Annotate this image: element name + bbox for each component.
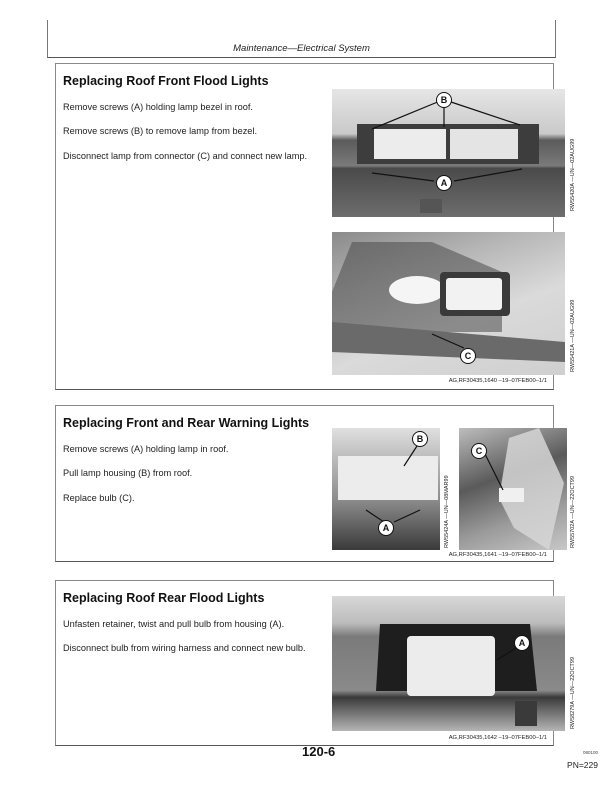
figure-illustration: [332, 596, 565, 731]
callout-c: C: [460, 348, 476, 364]
callout-a: A: [378, 520, 394, 536]
figure-rear-flood-housing: [332, 596, 565, 731]
step-1: Remove screws (A) holding lamp in roof.: [63, 444, 229, 454]
figure-illustration: [332, 232, 565, 375]
section-warning-lights: [55, 405, 576, 562]
page-header: [47, 20, 556, 58]
reference-code: AG,RF30435,1641 –19–07FEB00–1/1: [448, 552, 547, 558]
figure-warning-bulb: [459, 428, 567, 550]
callout-b: B: [436, 92, 452, 108]
page-number: 120-6: [302, 744, 336, 759]
figure-warning-lamp-housing: [332, 428, 440, 550]
reference-code: AG,RF30435,1640 –19–07FEB00–1/1: [448, 378, 547, 384]
step-1: Remove screws (A) holding lamp bezel in roof.: [63, 102, 253, 112]
step-2: Pull lamp housing (B) from roof.: [63, 468, 193, 478]
revision-code: 080100: [582, 750, 598, 755]
section-roof-rear-flood-lights: [55, 580, 576, 746]
step-2: Remove screws (B) to remove lamp from bezel.: [63, 126, 258, 136]
callout-c: C: [471, 443, 487, 459]
figure-illustration: [332, 89, 565, 217]
step-1: Unfasten retainer, twist and pull bulb from housing (A).: [63, 619, 285, 629]
figure-caption: RW55702A —UN—22OCT99: [570, 475, 576, 548]
step-3: Replace bulb (C).: [63, 493, 135, 503]
figure-caption: RW58279A —UN—22OCT99: [570, 656, 576, 729]
callout-a: A: [436, 175, 452, 191]
figure-front-flood-bezel: [332, 89, 565, 217]
section-title: Replacing Roof Front Flood Lights: [63, 74, 269, 88]
figure-caption: RW55421A —UN—02AUG99: [570, 299, 576, 372]
callout-a: A: [514, 635, 530, 651]
section-title: Replacing Roof Rear Flood Lights: [63, 591, 265, 605]
section-title: Replacing Front and Rear Warning Lights: [63, 416, 310, 430]
step-2: Disconnect bulb from wiring harness and connect new bulb.: [63, 643, 306, 653]
header-title: Maintenance—Electrical System: [233, 43, 370, 54]
callout-b: B: [412, 431, 428, 447]
figure-front-flood-connector: [332, 232, 565, 375]
reference-code: AG,RF30435,1642 –19–07FEB00–1/1: [448, 735, 547, 741]
figure-caption: RW55420A —UN—02AUG99: [570, 138, 576, 211]
section-roof-front-flood-lights: [55, 63, 576, 390]
pn-label: PN=229: [567, 760, 598, 770]
step-3: Disconnect lamp from connector (C) and connect new lamp.: [63, 151, 308, 161]
figure-caption: RW55424A —UN—08MAR99: [444, 475, 450, 548]
